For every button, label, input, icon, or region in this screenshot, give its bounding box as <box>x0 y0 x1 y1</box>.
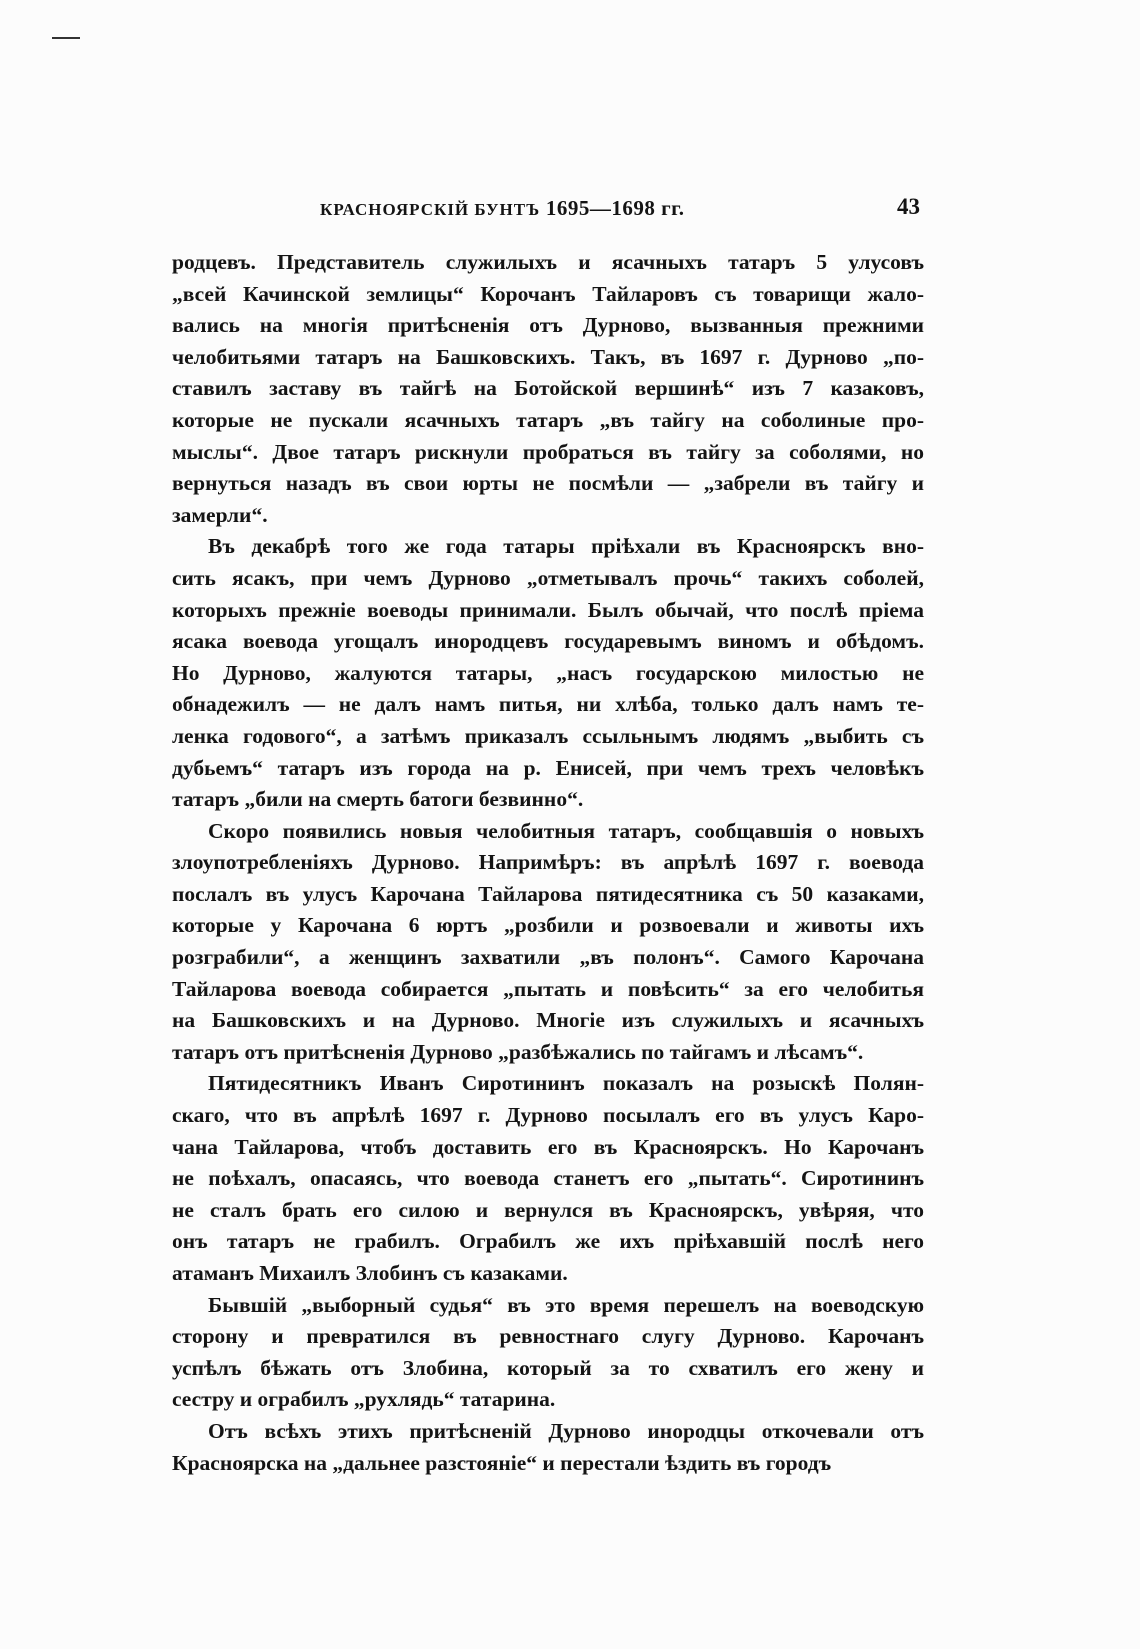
body-text <box>172 247 924 1479</box>
text-line: Скоро появились новыя челобитныя татаръ, сообщавшія о новыхъ <box>208 818 924 843</box>
scan-edge-mark <box>52 37 80 39</box>
text-line: Въ декабрѣ того же года татары пріѣхали въ Красноярскъ вно- <box>208 534 924 559</box>
text-line: челобитьями татаръ на Башковскихъ. Такъ, въ 1697 г. Дурново „по- <box>172 344 924 369</box>
text-line: злоупотребленіяхъ Дурново. Напримѣръ: въ апрѣлѣ 1697 г. воевода <box>172 850 924 875</box>
text-line: не поѣхалъ, опасаясь, что воевода станетъ его „пытать“. Сиротининъ <box>172 1166 924 1191</box>
text-line: замерли“. <box>172 502 268 527</box>
text-line: мыслы“. Двое татаръ рискнули пробраться въ тайгу за соболями, но <box>172 439 924 464</box>
paragraph <box>172 247 924 531</box>
text-line: ставилъ заставу въ тайгѣ на Ботойской вершинѣ“ изъ 7 казаковъ, <box>172 376 924 401</box>
text-line: сторону и превратился въ ревностнаго слугу Дурново. Карочанъ <box>172 1324 924 1349</box>
text-line: которыхъ прежніе воеводы принимали. Былъ обычай, что послѣ пріема <box>172 597 924 622</box>
text-line: „всей Качинской землицы“ Корочанъ Тайларовъ съ товарищи жало- <box>172 281 924 306</box>
running-title <box>320 196 685 221</box>
text-line: ленка годового“, а затѣмъ приказалъ ссыльнымъ людямъ „выбить съ <box>172 723 924 748</box>
running-title-text: КРАСНОЯРСКІЙ БУНТЪ <box>320 200 541 219</box>
text-line: ясака воевода угощалъ инородцевъ государевымъ виномъ и обѣдомъ. <box>172 629 924 654</box>
text-line: Тайларова воевода собирается „пытать и повѣсить“ за его челобитья <box>172 976 924 1001</box>
paragraph <box>172 1290 924 1416</box>
paragraph <box>172 1068 924 1289</box>
text-line: сить ясакъ, при чемъ Дурново „отметывалъ прочь“ такихъ соболей, <box>172 565 924 590</box>
page-number: 43 <box>897 194 920 219</box>
text-line: Бывшій „выборный судья“ въ это время перешелъ на воеводскую <box>208 1292 924 1317</box>
text-line: Но Дурново, жалуются татары, „насъ государскою милостью не <box>172 660 924 685</box>
text-line: скаго, что въ апрѣлѣ 1697 г. Дурново посылалъ его въ улусъ Каро- <box>172 1103 924 1128</box>
text-line: родцевъ. Представитель служилыхъ и ясачныхъ татаръ 5 улусовъ <box>172 250 924 274</box>
running-header <box>172 196 924 226</box>
text-line: сестру и ограбилъ „рухлядь“ татарина. <box>172 1387 556 1412</box>
text-line: не сталъ брать его силою и вернулся въ Красноярскъ, увѣряя, что <box>172 1197 924 1222</box>
text-line: которые не пускали ясачныхъ татаръ „въ тайгу на соболиные про- <box>172 407 924 432</box>
text-line: вернуться назадъ въ свои юрты не посмѣли — „забрели въ тайгу и <box>172 471 924 496</box>
paragraph <box>172 1416 924 1479</box>
paragraph <box>172 816 924 1069</box>
text-line: онъ татаръ не грабилъ. Ограбилъ же ихъ пріѣхавшій послѣ него <box>172 1229 924 1254</box>
text-line: Пятидесятникъ Иванъ Сиротининъ показалъ на розыскѣ Полян- <box>208 1071 924 1096</box>
text-line: обнадежилъ — не далъ намъ питья, ни хлѣба, только далъ намъ те- <box>172 692 924 717</box>
text-line: которые у Карочана 6 юртъ „розбили и розвоевали и животы ихъ <box>172 913 924 938</box>
text-line: татаръ „били на смерть батоги безвинно“. <box>172 787 584 812</box>
text-line: дубьемъ“ татаръ изъ города на р. Енисей, при чемъ трехъ человѣкъ <box>172 755 924 780</box>
text-line: на Башковскихъ и на Дурново. Многіе изъ служилыхъ и ясачныхъ <box>172 1008 924 1033</box>
text-line: успѣлъ бѣжать отъ Злобина, который за то схватилъ его жену и <box>172 1355 924 1380</box>
text-line: атаманъ Михаилъ Злобинъ съ казаками. <box>172 1261 568 1285</box>
text-line: татаръ отъ притѣсненія Дурново „разбѣжались по тайгамъ и лѣсамъ“. <box>172 1039 864 1064</box>
running-title-years: 1695—1698 гг. <box>545 196 685 220</box>
text-line: вались на многія притѣсненія отъ Дурново, вызванныя прежними <box>172 313 924 338</box>
text-line: послалъ въ улусъ Карочана Тайларова пятидесятника съ 50 казаками, <box>172 881 924 906</box>
text-line: чана Тайларова, чтобъ доставить его въ Красноярскъ. Но Карочанъ <box>172 1134 924 1159</box>
text-line: розграбили“, а женщинъ захватили „въ полонъ“. Самого Карочана <box>172 945 924 970</box>
text-line: Красноярска на „дальнее разстояніе“ и перестали ѣздить въ городъ <box>172 1450 832 1475</box>
paragraph <box>172 531 924 815</box>
text-line: Отъ всѣхъ этихъ притѣсненій Дурново инородцы откочевали отъ <box>208 1418 924 1443</box>
